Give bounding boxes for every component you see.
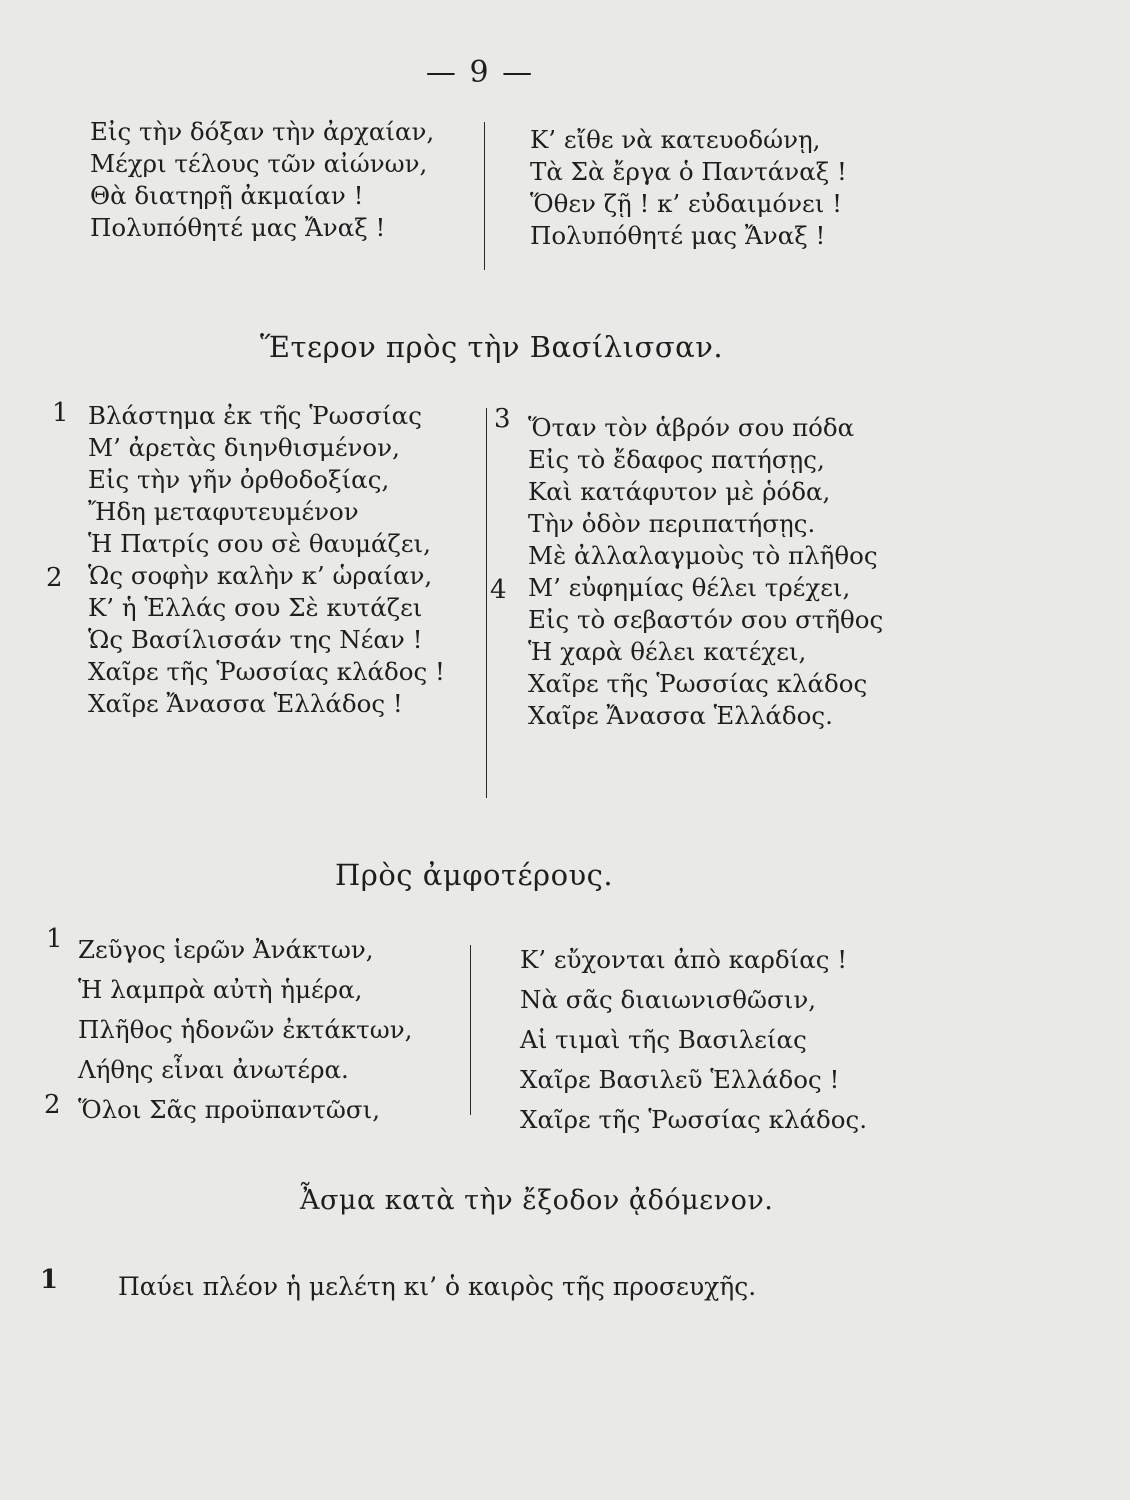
verse-line: Χαῖρε τῆς Ῥωσσίας κλάδος. xyxy=(520,1105,868,1134)
verse-line: Βλάστημα ἐκ τῆς Ῥωσσίας xyxy=(88,401,422,430)
verse-line: Πολυπόθητέ μας Ἄναξ ! xyxy=(530,221,826,250)
verse-line: Ζεῦγος ἱερῶν Ἀνάκτων, xyxy=(78,935,374,964)
verse-line: Μ’ εὐφημίας θέλει τρέχει, xyxy=(528,573,851,602)
verse-line: Τὰ Σὰ ἔργα ὁ Παντάναξ ! xyxy=(530,157,847,186)
verse-number: 4 xyxy=(490,575,507,605)
verse-line: Καὶ κατάφυτον μὲ ῥόδα, xyxy=(528,477,831,506)
column-divider xyxy=(484,122,485,270)
verse-line: Μ’ ἀρετὰς διηνθισμένον, xyxy=(88,433,400,462)
verse-line: Αἱ τιμαὶ τῆς Βασιλείας xyxy=(520,1025,807,1054)
verse-line: Ὅθεν ζῇ ! κ’ εὐδαιμόνει ! xyxy=(530,189,842,218)
verse-line: Ἡ Πατρίς σου σὲ θαυμάζει, xyxy=(88,529,431,558)
verse-line: Κ’ εἴθε νὰ κατευοδώνῃ, xyxy=(530,125,821,154)
verse-line: Χαῖρε τῆς Ῥωσσίας κλάδος ! xyxy=(88,657,445,686)
verse-line: Χαῖρε τῆς Ῥωσσίας κλάδος xyxy=(528,669,868,698)
column-divider xyxy=(486,408,487,798)
verse-number: 1 xyxy=(46,924,63,954)
section3-right-stanza xyxy=(520,940,867,1140)
verse-line: Τὴν ὁδὸν περιπατήσῃς. xyxy=(528,509,816,538)
verse-line: Νὰ σᾶς διαιωνισθῶσιν, xyxy=(520,985,816,1014)
section1-left-stanza xyxy=(90,116,434,244)
verse-number: 2 xyxy=(44,1090,61,1120)
verse-line: Κ’ ἡ Ἑλλάς σου Σὲ κυτάζει xyxy=(88,593,423,622)
verse-line: Μὲ ἀλλαλαγμοὺς τὸ πλῆθος xyxy=(528,541,878,570)
column-divider xyxy=(470,945,471,1115)
verse-line: Χαῖρε Ἄνασσα Ἑλλάδος ! xyxy=(88,689,403,718)
verse-line: Θὰ διατηρῇ ἀκμαίαν ! xyxy=(90,181,364,210)
verse-line: Ὅταν τὸν ἁβρόν σου πόδα xyxy=(528,413,855,442)
verse-line: Ἡ χαρὰ θέλει κατέχει, xyxy=(528,637,807,666)
verse-line: Ἡ λαμπρὰ αὐτὴ ἡμέρα, xyxy=(78,975,363,1004)
section-heading: Ἕτερον πρὸς τὴν Βασίλισσαν. xyxy=(260,330,724,364)
verse-line: Εἰς τὸ ἔδαφος πατήσῃς, xyxy=(528,445,825,474)
verse-line: Χαῖρε Ἄνασσα Ἑλλάδος. xyxy=(528,701,833,730)
page-number: — 9 — xyxy=(425,55,535,90)
verse-number: 1 xyxy=(40,1265,59,1295)
section2-right-stanza xyxy=(528,412,883,732)
verse-line: Εἰς τὸ σεβαστόν σου στῆθος xyxy=(528,605,884,634)
section-heading: Ἆσμα κατὰ τὴν ἔξοδον ᾀδόμενον. xyxy=(300,1185,774,1216)
verse-line: Ὡς σοφὴν καλὴν κ’ ὡραίαν, xyxy=(88,561,433,590)
verse-line: Χαῖρε Βασιλεῦ Ἑλλάδος ! xyxy=(520,1065,840,1094)
section-heading: Πρὸς ἀμφοτέρους. xyxy=(335,858,614,892)
verse-line: Εἰς τὴν γῆν ὀρθοδοξίας, xyxy=(88,465,390,494)
verse-number: 2 xyxy=(46,563,63,593)
verse-line: Παύει πλέον ἡ μελέτη κι’ ὁ καιρὸς τῆς προσευχῆς. xyxy=(118,1272,757,1301)
verse-line: Πολυπόθητέ μας Ἄναξ ! xyxy=(90,213,386,242)
verse-line: Πλῆθος ἡδονῶν ἐκτάκτων, xyxy=(78,1015,413,1044)
section2-left-stanza xyxy=(88,400,445,720)
verse-line: Λήθης εἶναι ἀνωτέρα. xyxy=(78,1055,349,1084)
verse-line: Ὡς Βασίλισσάν της Νέαν ! xyxy=(88,625,423,654)
verse-line: Κ’ εὔχονται ἀπὸ καρδίας ! xyxy=(520,945,848,974)
verse-line: Ἤδη μεταφυτευμένον xyxy=(88,497,359,526)
verse-line: Εἰς τὴν δόξαν τὴν ἀρχαίαν, xyxy=(90,117,435,146)
section1-right-stanza xyxy=(530,124,847,252)
section3-left-stanza xyxy=(78,930,412,1130)
verse-line: Μέχρι τέλους τῶν αἰώνων, xyxy=(90,149,428,178)
verse-line: Ὅλοι Σᾶς προϋπαντῶσι, xyxy=(78,1095,381,1124)
verse-number: 3 xyxy=(494,404,511,434)
verse-number: 1 xyxy=(52,398,69,428)
